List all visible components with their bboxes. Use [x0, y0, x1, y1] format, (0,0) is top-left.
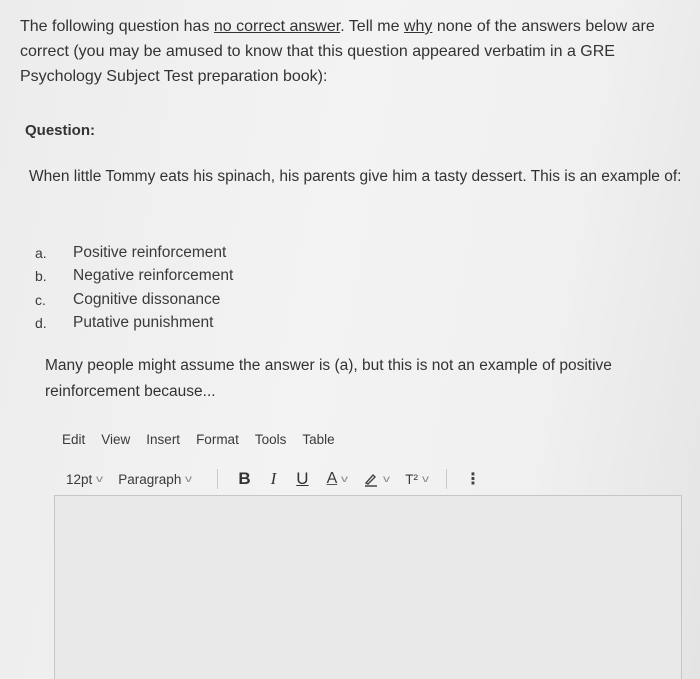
menu-insert[interactable]: Insert [146, 432, 181, 447]
intro-text-3: none of the answers below are correct (you may be amused to know that this question appeared verbatim in a GRE Psychology Subject Test preparation book): [20, 18, 655, 85]
chevron-down-icon: v [96, 473, 104, 485]
block-format-value: Paragraph [118, 471, 182, 487]
option-letter: b. [35, 268, 47, 285]
intro-text-1: The following question has [20, 18, 214, 35]
menu-tools[interactable]: Tools [254, 432, 287, 447]
menu-table[interactable]: Table [302, 432, 335, 447]
question-text: When little Tommy eats his spinach, his parents give him a tasty dessert. This is an example of: [29, 168, 682, 185]
text-color-button[interactable] [327, 470, 348, 488]
option-text: Positive reinforcement [73, 243, 227, 261]
chevron-down-icon: v [421, 473, 429, 485]
question-label: Question: [25, 122, 95, 139]
option-item [35, 241, 233, 265]
superscript-icon: T² [405, 471, 418, 487]
option-letter: a. [35, 244, 47, 261]
explanation-prompt: Many people might assume the answer is (a), but this is not an example of positive reinforcement because... [45, 357, 612, 400]
option-letter: d. [35, 315, 47, 332]
menu-view[interactable]: View [101, 432, 131, 447]
highlight-color-button[interactable] [363, 471, 389, 487]
chevron-down-icon: v [341, 473, 349, 485]
option-item [35, 312, 233, 336]
option-item [35, 265, 233, 289]
chevron-down-icon: v [185, 473, 193, 485]
font-size-value: 12pt [66, 471, 93, 487]
why-emphasis: why [403, 18, 433, 35]
menu-format[interactable]: Format [196, 432, 239, 447]
intro-text-2: . Tell me [340, 18, 404, 35]
more-options-icon[interactable]: ⋮ [464, 471, 481, 488]
editor-toolbar [66, 466, 481, 492]
chevron-down-icon: v [383, 473, 391, 485]
option-item [35, 288, 233, 312]
font-size-select[interactable] [66, 472, 102, 487]
option-text: Cognitive dissonance [73, 290, 221, 308]
italic-button[interactable]: I [270, 469, 277, 488]
menu-edit[interactable]: Edit [62, 432, 86, 447]
instructions-paragraph [20, 14, 685, 89]
rich-text-editor-area[interactable] [54, 495, 682, 679]
answer-options [35, 241, 233, 335]
no-correct-answer-emphasis: no correct answer [213, 18, 341, 35]
option-text: Negative reinforcement [73, 267, 234, 285]
highlighter-icon [363, 471, 379, 487]
option-text: Putative punishment [73, 314, 214, 332]
editor-menubar [62, 432, 351, 447]
bold-button[interactable]: B [238, 469, 251, 488]
toolbar-divider [217, 469, 218, 489]
underline-button[interactable]: U [296, 469, 309, 488]
block-format-select[interactable] [118, 472, 191, 487]
option-letter: c. [35, 291, 46, 308]
text-color-icon: A [326, 470, 338, 487]
toolbar-divider [446, 469, 447, 489]
superscript-button[interactable] [405, 472, 428, 487]
